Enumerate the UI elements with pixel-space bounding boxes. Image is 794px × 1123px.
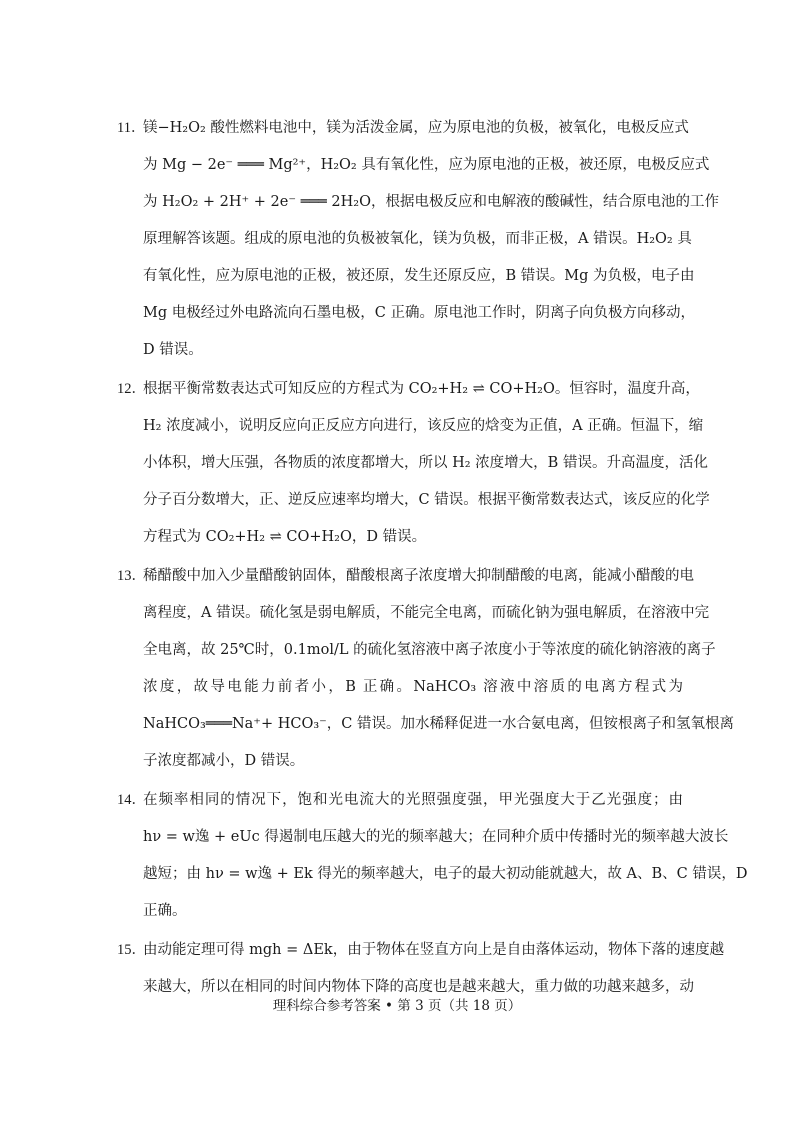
item-number: 13． [117,568,146,584]
text-line: 为 Mg − 2e⁻ ═══ Mg²⁺，H₂O₂ 具有氧化性，应为原电池的正极，被还原，电极反应式 [143,157,710,173]
text-line: hν = w逸 + eUc 得遏制电压越大的光的频率越大；在同种介质中传播时光的频率越大波长 [143,829,729,845]
text-line: 稀醋酸中加入少量醋酸钠固体，醋酸根离子浓度增大抑制醋酸的电离，能减小醋酸的电 [143,568,694,584]
text-line: D 错误。 [143,342,203,358]
text-line: 分子百分数增大，正、逆反应速率均增大，C 错误。根据平衡常数表达式，该反应的化学 [143,492,710,508]
answer-item-13 [117,558,734,780]
answer-item-12 [117,371,710,556]
text-line: NaHCO₃═══Na⁺+ HCO₃⁻，C 错误。加水稀释促进一水合氨电离，但铵根离子和氢氧根离 [143,716,734,732]
text-line: 方程式为 CO₂+H₂ ⇌ CO+H₂O，D 错误。 [143,529,427,545]
text-line: 越短；由 hν = w逸 + Ek 得光的频率越大，电子的最大初动能就越大，故 A、B、C 错误，D [143,866,748,882]
text-line: 来越大，所以在相同的时间内物体下降的高度也是越来越大，重力做的功越来越多，动 [143,979,694,995]
text-line: 全电离，故 25℃时，0.1mol/L 的硫化氢溶液中离子浓度小于等浓度的硫化钠溶液的离子 [143,642,716,658]
item-number: 14． [117,792,146,808]
text-line: 原理解答该题。组成的原电池的负极被氧化，镁为负极，而非正极，A 错误。H₂O₂ 具 [143,231,692,247]
answer-content [117,110,748,1006]
text-line: H₂ 浓度减小，说明反应向正反应方向进行，该反应的焓变为正值，A 正确。恒温下，缩 [143,418,704,434]
text-line: 在频率相同的情况下，饱和光电流大的光照强度强，甲光强度大于乙光强度；由 [143,792,683,808]
text-line: 有氧化性，应为原电池的正极，被还原，发生还原反应，B 错误。Mg 为负极，电子由 [143,268,695,284]
answer-item-11 [117,110,719,369]
item-number: 12． [117,381,146,397]
item-number: 15． [117,942,146,958]
text-line: Mg 电极经过外电路流向石墨电极，C 正确。原电池工作时，阴离子向负极方向移动， [143,305,695,321]
text-line: 小体积，增大压强，各物质的浓度都增大，所以 H₂ 浓度增大，B 错误。升高温度，活化 [143,455,708,471]
text-line: 镁−H₂O₂ 酸性燃料电池中，镁为活泼金属，应为原电池的负极，被氧化，电极反应式 [143,120,689,136]
item-number: 11． [117,120,146,136]
text-line: 根据平衡常数表达式可知反应的方程式为 CO₂+H₂ ⇌ CO+H₂O。恒容时，温度升高， [143,381,700,397]
text-line: 子浓度都减小，D 错误。 [143,753,305,769]
text-line: 浓度，故导电能力前者小，B 正确。NaHCO₃ 溶液中溶质的电离方程式为 [143,679,683,695]
text-line: 为 H₂O₂ + 2H⁺ + 2e⁻ ═══ 2H₂O，根据电极反应和电解液的酸碱性，结合原电池的工作 [143,194,719,210]
text-line: 离程度，A 错误。硫化氢是弱电解质，不能完全电离，而硫化钠为强电解质，在溶液中完 [143,605,710,621]
text-line: 由动能定理可得 mgh = ΔEk，由于物体在竖直方向上是自由落体运动，物体下落的速度越 [143,942,725,958]
text-line: 正确。 [143,903,187,919]
page-footer: 理科综合参考答案 • 第 3 页（共 18 页） [272,998,522,1014]
answer-item-14 [117,782,748,930]
